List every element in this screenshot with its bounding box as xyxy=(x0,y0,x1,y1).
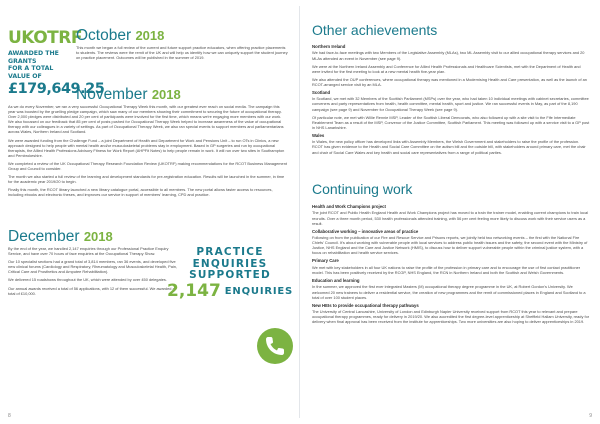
education-paragraph: In the summer, we approved the first ever integrated Masters (M) occupational therapy degree programme in the UK, at Robert Gordon's University. We welcomed 20 new trainees to deliver a residential service, the creation of new programmes and the remit of commissioned places in England and Scotland to a total of over 100 student places. xyxy=(312,284,586,300)
wales-paragraph: In Wales, the new policy officer has developed links with Assembly Members, the Welsh Government and stakeholders to raise the profile of the profession. RCOT has given evidence to the Health and Social Care Committee on the autism bill and the outside bill, with stakeholders around primary care, met the chair and chair of Social Care Wales and key health and social care representatives from a range of political parties. xyxy=(312,139,586,155)
december-paragraph: Our annual awards received a total of 56 applications, with 12 of them successful. We awarded a total of £10,000. xyxy=(8,285,175,296)
november-paragraph: As we do every November, we ran a very successful Occupational Therapy Week this month, with our greatest ever reach on social media. The campaign this year was boosted by the gruelling pledge campaign, which saw many of our members showing their commitment to securing the future of occupational therapy. Over 2,000 pledges were distributed and 20 per cent of participants were involved for the first time, which means we're engaging more members with our work. We also focussed on our feedback that 85 per cent of posts pushed for Occupational Therapy Week helped to increase awareness of the value of occupational therapy with our colleagues in a variety of settings. As part of Occupational Therapy Week, we also ran special events to support members and parliamentarians across Wales, Northern Ireland and Scotland. xyxy=(8,104,284,135)
ni-paragraph: We were at the Northern Ireland Assembly and Conference for Allied Health Professionals and Healthcare Scientists, met with the Department of Health and were invited for the first meeting to look at a new mental health five-year plan. xyxy=(312,63,581,74)
page-number-left: 8 xyxy=(8,413,11,419)
award-line-1: AWARDED THE GRANTS xyxy=(8,50,59,65)
page-number-right: 9 xyxy=(589,413,592,419)
primary-care-paragraph: We met with key stakeholders in all four UK nations to raise the profile of the profession in primary care and to encourage the use of first contact practitioner model. This has been positively received by the RCGP, NHS England, the RCN in Northern Ireland and both the Scottish and Welsh Governments. xyxy=(312,264,581,275)
other-achievements-body xyxy=(312,42,590,158)
practice-number: 2,147 xyxy=(167,280,221,301)
scotland-paragraph: In Scotland, we met with 32 Members of the Scottish Parliament (MSPs) over the year, who had taken 10 individual meetings with cabinet secretaries, committee conveners and party representatives from health, health committee, mental health, sport and justice. We ran successful events in May, as part of the 8,190 campaign (see page 9) and November for Occupational Therapy Week (see page 9). xyxy=(312,96,589,112)
award-line-2: FOR A TOTAL VALUE OF xyxy=(8,65,54,80)
practice-line-4: ENQUIRIES xyxy=(224,285,293,297)
october-paragraph: This month we began a full review of the current and future support practice educators, when offering practice placements to students. The reviews were the remit of the UK and will help us identify how we can uniquely support the student journey on practice placement. Outcomes will be published in the summer of 2019. xyxy=(76,45,288,61)
november-body xyxy=(8,104,288,201)
practice-number-row xyxy=(167,280,293,301)
collaborative-paragraph: Following on from the publication of our Fire and Rescue Service and Prisons reports, we jointly held two networking events – the first with the National Fire Chiefs' Council. It's about working with vulnerable people with local services to address public health issues and the safety; the second event with the Ministry of Justice, NHS England and the Care and Justice Network (HMIS), to discuss how to deliver support vulnerable people within the criminal justice system, with a focus on rehabilitation and health service services. xyxy=(312,235,588,256)
ni-paragraph: We had face-to-face meetings with two Members of the Legislative Assembly (MLAs), two ML Assembly visit to our allied occupational therapy services and 20 MLAs attended an event in November (see page 9). xyxy=(312,50,585,61)
practice-line-2: ENQUIRIES xyxy=(192,257,268,270)
december-paragraph: Our 10 specialist sections had a grand total of 3,814 members, ran 36 events, and developed five new clinical forums (Cardiology and Respiratory, Rheumatology and Musculoskeletal Health, Pain, Critical Care and Prosthetics and Amputee Rehabilitation). xyxy=(8,259,178,275)
december-heading xyxy=(8,228,113,245)
october-year: 2018 xyxy=(135,28,165,43)
october-month: October xyxy=(76,27,132,44)
november-month: November xyxy=(76,86,148,103)
practice-enquiries-callout xyxy=(167,246,293,301)
collaborative-heading: Collaborative working – innovative areas of practice xyxy=(312,228,419,234)
health-work-heading: Health and Work Champions project xyxy=(312,204,386,209)
other-achievements-heading: Other achievements xyxy=(312,22,438,38)
december-year: 2018 xyxy=(83,229,113,244)
december-month: December xyxy=(8,228,80,245)
health-work-paragraph: The joint RCOT and Public Health England Health and Work Champions project has moved to a train the trainer model, enabling current champions to train local recruits. Over a three month period, 530 health professionals attended training, with 56 per cent feeling more likely to discuss work with their service users as a result. xyxy=(312,210,589,226)
november-paragraph: We completed a review of the UK Occupational Therapy Research Foundation Review (UKOTRF) making recommendations for the RCOT Business Management Group and Council to consider. xyxy=(8,160,287,172)
education-heading: Education and learning xyxy=(312,278,360,284)
november-paragraph: The month we also started a full review of the learning and development standards for pre-registration education. Results will be launched in the summer, in time for the academic year 2019/20 to begin. xyxy=(8,174,285,185)
wales-heading: Wales xyxy=(312,132,325,138)
october-heading xyxy=(76,27,164,44)
december-body xyxy=(8,246,180,299)
new-heis-heading: New HEIs to provide occupational therapy pathways xyxy=(312,302,419,308)
november-heading xyxy=(76,86,181,103)
scotland-paragraph: Of particular note, we met with Willie Rennie MSP, Leader of the Scottish Liberal Democrats, who also followed up with a site visit to the Fife Intermediate Reablement Team as a result of the MSP, Convenor of the Justice Committee, Scottish Parliament. This meeting was followed up with a service visit to a GP post in NHS Lanarkshire. xyxy=(312,114,590,130)
primary-care-heading: Primary Care xyxy=(312,258,339,264)
november-year: 2018 xyxy=(151,87,181,102)
practice-line-3: SUPPORTED xyxy=(189,269,271,281)
december-paragraph: We delivered 15 roadshows throughout the UK, which were attended by over 450 delegates. xyxy=(8,277,167,283)
new-heis-paragraph: The University of Central Lancashire, University of London and Edinburgh Napier University received support from RCOT this year to relevant and prepare occupational therapy programmes, ready for delivery in 2019/20. We also accredited the first degree-level apprenticeship at Sheffield Hallam University, ready for delivery when final approval has been received from the institute for apprenticeships. Two more universities are also hoping to deliver apprenticeships in 2019. xyxy=(312,309,590,325)
practice-line-1: PRACTICE xyxy=(196,246,264,258)
continuing-work-body xyxy=(312,202,590,327)
award-callout xyxy=(8,28,105,98)
phone-icon xyxy=(255,326,295,366)
october-body xyxy=(76,45,288,63)
award-amount: £179,649.25 xyxy=(8,81,105,98)
scotland-heading: Scotland xyxy=(312,89,331,95)
northern-ireland-heading: Northern Ireland xyxy=(312,44,346,49)
november-paragraph: We were awarded funding from the Challenge Fund – a joint Department of Health and Department for Work and Pensions Unit – to run OTs in Clinics, a new approach designed to help people with mental health and/or musculoskeletal problems stay in employment. Based in GP surgeries and run by occupational therapists, the Allied Health Professions Advisory Fitness for Work Report (AHPFit Notes) to help people remain in work. It will run over two sites in Southampton and Pembrokeshire. xyxy=(8,137,285,158)
continuing-work-heading: Continuing work xyxy=(312,181,413,197)
november-paragraph: Finally this month, the RCOT library launched a new library catalogue portal, accessible to all members. The new portal allows faster access to resources, including ebooks and electronic theses, and improves our service in support of members' learning, CPD and practice. xyxy=(8,187,273,198)
award-title: UKOTRF xyxy=(8,28,82,48)
december-paragraph: By the end of the year, we handled 2,147 enquiries through our Professional Practice Enquiry Service, and have over 70 hours of face enquiries at the Occupational Therapy Show. xyxy=(8,246,169,257)
right-page xyxy=(300,0,600,424)
ni-paragraph: We also attended the OUP conferences, where occupational therapy was mentioned in a Modernising Health and Care presentation, as well as the launch of an RCOT-arranged service visit by an MLA. xyxy=(312,76,587,87)
